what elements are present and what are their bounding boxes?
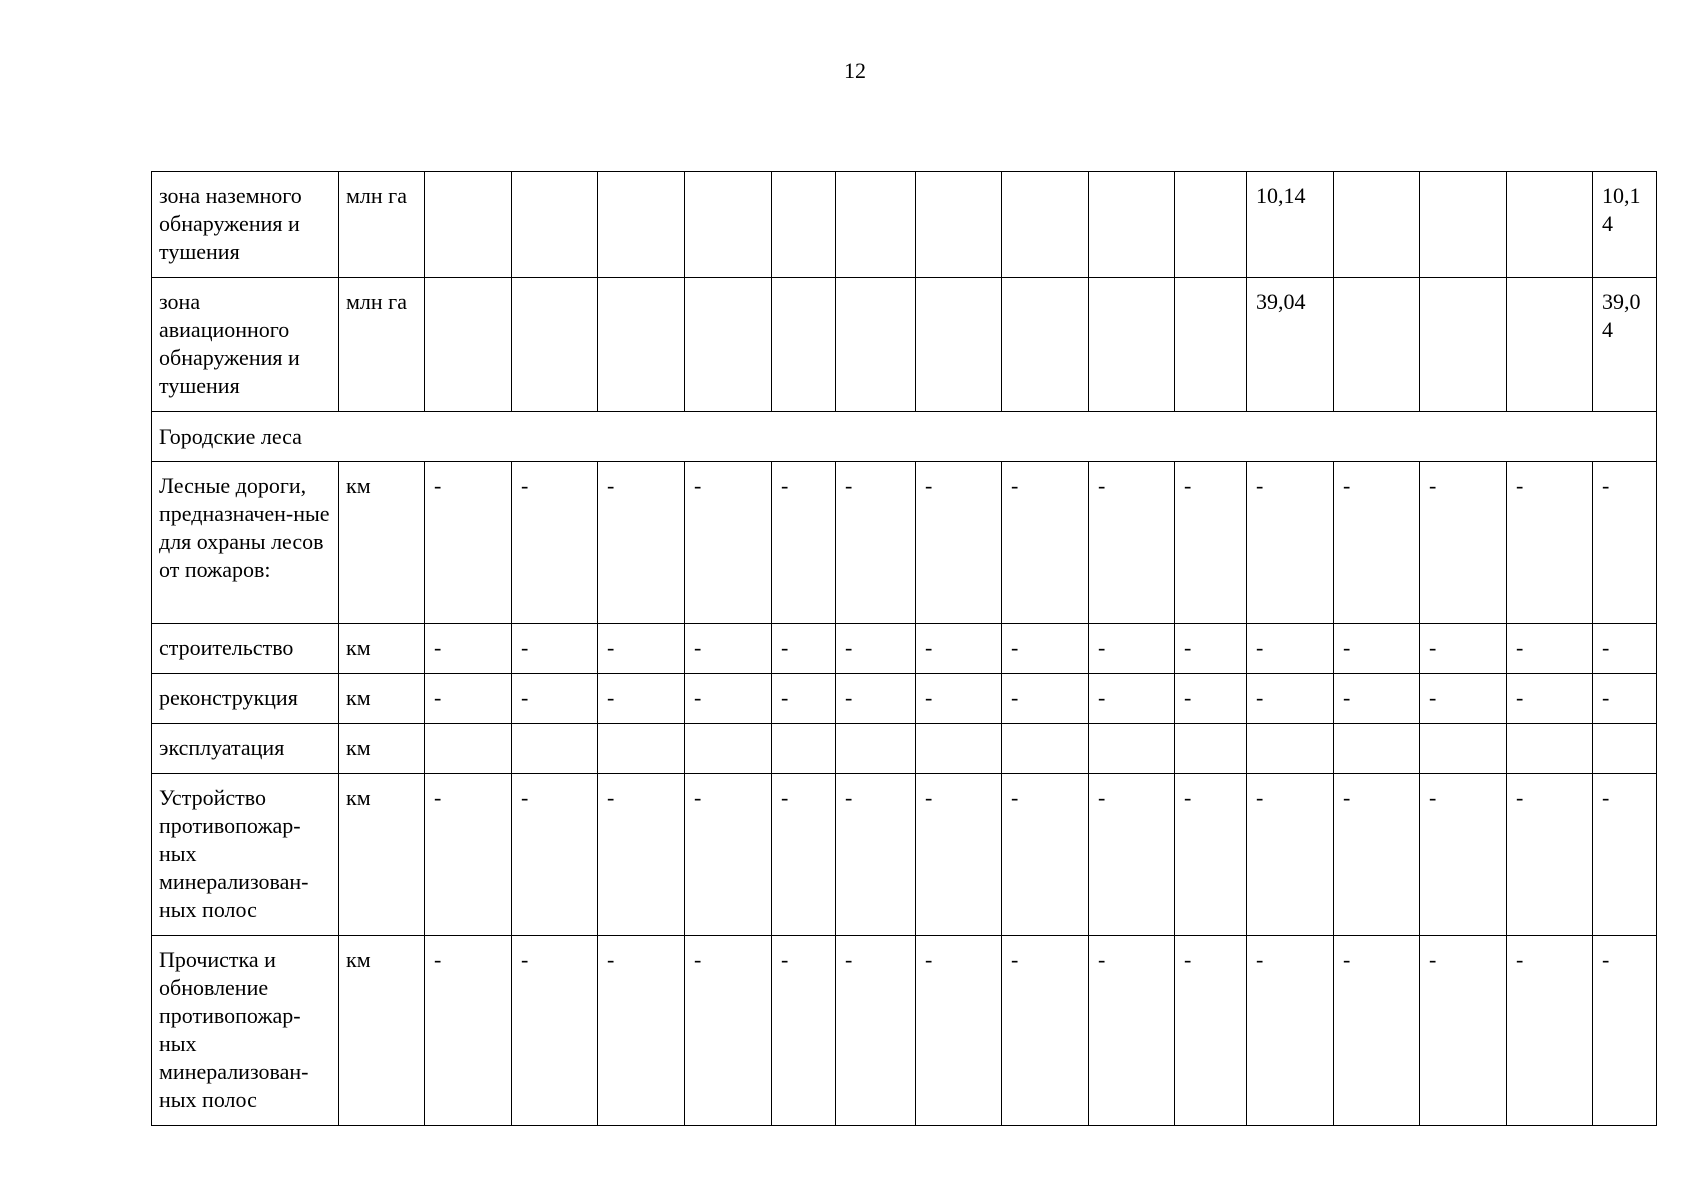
row-unit: млн га	[339, 278, 425, 412]
value-cell: -	[1593, 936, 1657, 1126]
value-cell: -	[598, 462, 685, 624]
value-cell: -	[772, 462, 836, 624]
value-cell: -	[1089, 624, 1175, 674]
value-cell	[685, 278, 772, 412]
table-row	[152, 674, 1657, 724]
value-cell: -	[425, 674, 512, 724]
value-cell: -	[425, 936, 512, 1126]
value-cell: -	[1247, 936, 1334, 1126]
value-cell: -	[512, 674, 598, 724]
value-cell	[425, 278, 512, 412]
table-row	[152, 936, 1657, 1126]
row-label: эксплуатация	[152, 724, 339, 774]
value-cell	[1334, 724, 1420, 774]
value-cell	[598, 278, 685, 412]
value-cell: -	[1175, 462, 1247, 624]
row-label: зона авиационного обнаружения и тушения	[152, 278, 339, 412]
value-cell: -	[836, 774, 916, 936]
value-cell	[1334, 172, 1420, 278]
row-unit: км	[339, 936, 425, 1126]
value-cell	[1089, 724, 1175, 774]
value-cell	[916, 724, 1002, 774]
value-cell: -	[1089, 462, 1175, 624]
value-cell: -	[512, 462, 598, 624]
table-body	[152, 172, 1657, 1126]
value-cell: -	[1175, 774, 1247, 936]
value-cell	[1507, 278, 1593, 412]
row-label: зона наземного обнаружения и тушения	[152, 172, 339, 278]
value-cell: -	[1420, 462, 1507, 624]
value-cell: -	[1507, 462, 1593, 624]
value-cell: -	[1175, 674, 1247, 724]
value-cell: -	[916, 462, 1002, 624]
value-cell: -	[836, 936, 916, 1126]
value-cell: -	[1247, 674, 1334, 724]
value-cell: -	[598, 774, 685, 936]
value-cell: 10,1 4	[1593, 172, 1657, 278]
value-cell: -	[1175, 936, 1247, 1126]
value-cell: -	[1002, 674, 1089, 724]
value-cell: -	[1593, 624, 1657, 674]
value-cell	[512, 724, 598, 774]
value-cell	[772, 278, 836, 412]
row-label: Лесные дороги, предназначен-ные для охраны лесов от пожаров:	[152, 462, 339, 624]
table-row	[152, 462, 1657, 624]
value-cell	[685, 724, 772, 774]
row-unit: км	[339, 462, 425, 624]
value-cell: -	[836, 462, 916, 624]
value-cell	[425, 724, 512, 774]
value-cell: -	[685, 462, 772, 624]
value-cell: 10,14	[1247, 172, 1334, 278]
table-row	[152, 624, 1657, 674]
value-cell	[772, 724, 836, 774]
value-cell: -	[916, 936, 1002, 1126]
value-cell	[836, 172, 916, 278]
value-cell	[1002, 724, 1089, 774]
value-cell: -	[1420, 624, 1507, 674]
value-cell: -	[685, 936, 772, 1126]
value-cell: -	[1420, 674, 1507, 724]
value-cell: -	[1593, 774, 1657, 936]
value-cell: -	[772, 774, 836, 936]
value-cell	[1175, 278, 1247, 412]
value-cell: -	[1247, 624, 1334, 674]
value-cell: -	[685, 624, 772, 674]
section-row	[152, 412, 1657, 462]
row-label: Устройство противопожар-ных минерализован-ных полос	[152, 774, 339, 936]
value-cell	[1002, 278, 1089, 412]
row-unit: км	[339, 774, 425, 936]
value-cell	[916, 172, 1002, 278]
value-cell	[1507, 724, 1593, 774]
value-cell: -	[512, 774, 598, 936]
table-row	[152, 774, 1657, 936]
value-cell: -	[916, 624, 1002, 674]
value-cell	[916, 278, 1002, 412]
value-cell	[772, 172, 836, 278]
value-cell	[1420, 172, 1507, 278]
row-unit: км	[339, 674, 425, 724]
value-cell: -	[512, 936, 598, 1126]
value-cell	[1247, 724, 1334, 774]
forest-fire-table	[151, 171, 1657, 1126]
page-number: 12	[844, 58, 866, 83]
value-cell	[1334, 278, 1420, 412]
value-cell: -	[1002, 936, 1089, 1126]
value-cell: -	[598, 624, 685, 674]
value-cell: -	[916, 774, 1002, 936]
value-cell: -	[598, 674, 685, 724]
row-label: реконструкция	[152, 674, 339, 724]
value-cell: -	[1507, 674, 1593, 724]
value-cell: -	[1334, 624, 1420, 674]
value-cell	[598, 724, 685, 774]
value-cell	[1002, 172, 1089, 278]
table-row	[152, 172, 1657, 278]
value-cell: -	[1089, 674, 1175, 724]
section-heading: Городские леса	[152, 412, 1657, 462]
table-row	[152, 278, 1657, 412]
value-cell: -	[1089, 936, 1175, 1126]
row-unit: км	[339, 724, 425, 774]
value-cell: -	[1420, 774, 1507, 936]
value-cell: -	[1247, 462, 1334, 624]
value-cell: -	[1002, 774, 1089, 936]
value-cell: -	[772, 624, 836, 674]
value-cell: -	[425, 774, 512, 936]
value-cell	[1175, 172, 1247, 278]
value-cell: -	[836, 624, 916, 674]
value-cell: -	[1593, 674, 1657, 724]
value-cell: -	[1334, 774, 1420, 936]
value-cell: -	[1002, 624, 1089, 674]
value-cell: -	[1507, 624, 1593, 674]
value-cell	[1089, 278, 1175, 412]
value-cell: -	[1175, 624, 1247, 674]
value-cell	[512, 172, 598, 278]
value-cell	[685, 172, 772, 278]
value-cell: -	[836, 674, 916, 724]
value-cell	[1507, 172, 1593, 278]
value-cell: -	[425, 624, 512, 674]
value-cell	[836, 724, 916, 774]
value-cell: -	[1507, 936, 1593, 1126]
value-cell	[1420, 278, 1507, 412]
value-cell	[836, 278, 916, 412]
value-cell: -	[1089, 774, 1175, 936]
value-cell: -	[772, 674, 836, 724]
value-cell: -	[1420, 936, 1507, 1126]
row-unit: км	[339, 624, 425, 674]
row-unit: млн га	[339, 172, 425, 278]
value-cell: -	[1334, 674, 1420, 724]
value-cell: -	[598, 936, 685, 1126]
value-cell: -	[772, 936, 836, 1126]
value-cell	[425, 172, 512, 278]
value-cell: -	[1247, 774, 1334, 936]
value-cell: -	[1002, 462, 1089, 624]
value-cell: -	[1334, 462, 1420, 624]
value-cell: 39,04	[1247, 278, 1334, 412]
value-cell: 39,0 4	[1593, 278, 1657, 412]
table-row	[152, 724, 1657, 774]
value-cell	[1420, 724, 1507, 774]
value-cell: -	[916, 674, 1002, 724]
row-label: строительство	[152, 624, 339, 674]
value-cell: -	[1334, 936, 1420, 1126]
value-cell: -	[1507, 774, 1593, 936]
value-cell: -	[512, 624, 598, 674]
row-label: Прочистка и обновление противопожар-ных минерализован-ных полос	[152, 936, 339, 1126]
value-cell: -	[685, 774, 772, 936]
value-cell	[512, 278, 598, 412]
value-cell	[1593, 724, 1657, 774]
value-cell	[1175, 724, 1247, 774]
value-cell: -	[1593, 462, 1657, 624]
value-cell	[598, 172, 685, 278]
value-cell: -	[685, 674, 772, 724]
value-cell: -	[425, 462, 512, 624]
value-cell	[1089, 172, 1175, 278]
